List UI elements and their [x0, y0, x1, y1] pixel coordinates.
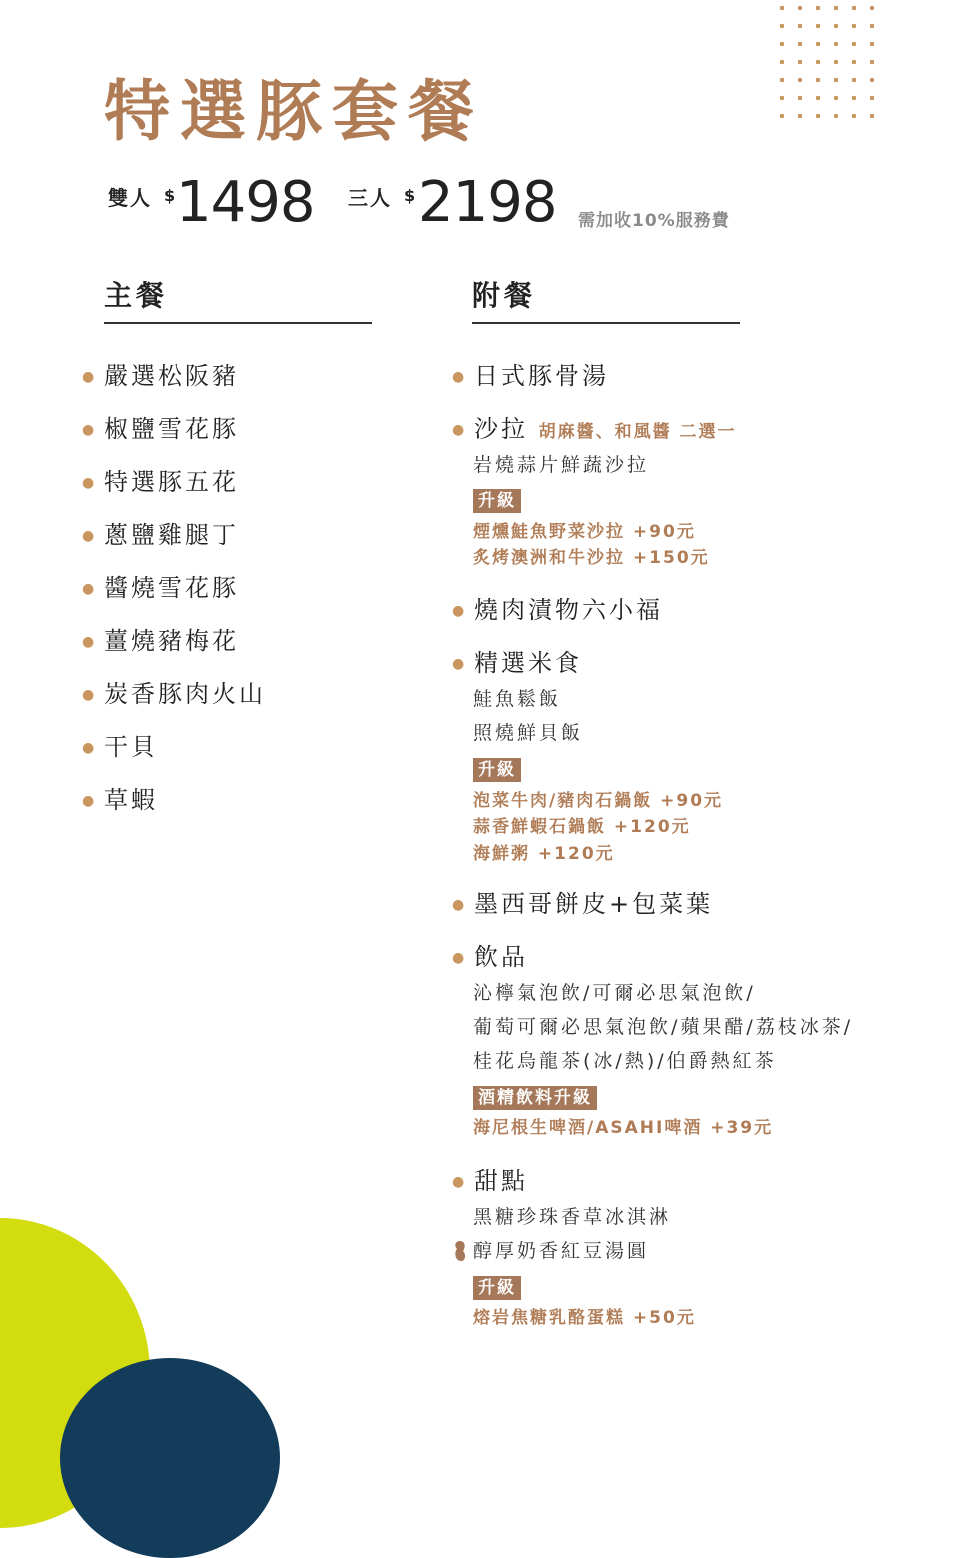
dessert-option: 醇厚奶香紅豆湯圓 — [473, 1240, 650, 1262]
bullet-icon: ● — [82, 687, 98, 703]
side-item-dessert: ● 甜點 — [452, 1164, 528, 1199]
side-item-pickles: ● 燒肉漬物六小福 — [452, 593, 663, 628]
main-item: ● 嚴選松阪豬 — [82, 359, 239, 394]
bullet-icon: ● — [452, 656, 468, 672]
bullet-icon: ● — [452, 369, 468, 385]
side-item-salad: ● 沙拉 胡麻醬、和風醬 二選一 — [452, 412, 737, 449]
triple-currency: $ — [404, 186, 416, 205]
rice-option: 鮭魚鬆飯 — [473, 688, 562, 710]
side-item-soup: ● 日式豚骨湯 — [452, 359, 609, 394]
bullet-icon: ● — [82, 581, 98, 597]
salad-base: 岩燒蒜片鮮蔬沙拉 — [473, 454, 650, 476]
upgrade-tag: 升級 — [473, 489, 521, 513]
decorative-navy-circle — [60, 1358, 280, 1558]
salad-upgrade: 煙燻鮭魚野菜沙拉 +90元 — [473, 522, 696, 542]
bullet-icon: ● — [452, 422, 468, 438]
dessert-option: 黑糖珍珠香草冰淇淋 — [473, 1206, 672, 1228]
bullet-icon: ● — [452, 1174, 468, 1190]
bullet-icon: ● — [452, 603, 468, 619]
alcohol-upgrade-tag: 酒精飲料升級 — [473, 1086, 597, 1110]
decorative-dot-grid — [780, 6, 888, 132]
main-item: ● 草蝦 — [82, 783, 158, 818]
double-price: 1498 — [176, 170, 315, 235]
rice-upgrade: 蒜香鮮蝦石鍋飯 +120元 — [473, 817, 691, 837]
side-item-drinks: ● 飲品 — [452, 940, 528, 975]
double-currency: $ — [164, 186, 176, 205]
drink-upgrade: 海尼根生啤酒/ASAHI啤酒 +39元 — [473, 1118, 774, 1138]
main-item: ● 干貝 — [82, 730, 158, 765]
drink-options-line: 葡萄可爾必思氣泡飲/蘋果醋/荔枝冰茶/ — [473, 1016, 854, 1038]
drink-options-line: 沁檸氣泡飲/可爾必思氣泡飲/ — [473, 982, 756, 1004]
page-title: 特選豚套餐 — [104, 73, 484, 150]
side-item-wrap: ● 墨西哥餅皮+包菜葉 — [452, 887, 713, 922]
main-item: ● 炭香豚肉火山 — [82, 677, 266, 712]
main-item: ● 特選豚五花 — [82, 465, 239, 500]
bullet-icon: ● — [452, 897, 468, 913]
peanut-icon — [452, 1240, 468, 1262]
salad-dressing-note: 胡麻醬、和風醬 二選一 — [538, 422, 737, 442]
bullet-icon: ● — [82, 634, 98, 650]
side-item-rice: ● 精選米食 — [452, 646, 582, 681]
service-charge-note: 需加收10%服務費 — [578, 211, 730, 231]
rice-upgrade: 海鮮粥 +120元 — [473, 844, 615, 864]
bullet-icon: ● — [82, 528, 98, 544]
triple-label: 三人 — [348, 186, 392, 210]
rice-option: 照燒鮮貝飯 — [473, 722, 584, 744]
salad-upgrade: 炙烤澳洲和牛沙拉 +150元 — [473, 548, 710, 568]
bullet-icon: ● — [452, 950, 468, 966]
double-label: 雙人 — [108, 186, 152, 210]
main-item: ● 薑燒豬梅花 — [82, 624, 239, 659]
main-course-heading: 主餐 — [104, 278, 372, 324]
side-dish-heading: 附餐 — [472, 278, 740, 324]
bullet-icon: ● — [82, 793, 98, 809]
main-item: ● 蔥鹽雞腿丁 — [82, 518, 239, 553]
rice-upgrade: 泡菜牛肉/豬肉石鍋飯 +90元 — [473, 791, 724, 811]
dessert-upgrade: 熔岩焦糖乳酪蛋糕 +50元 — [473, 1308, 696, 1328]
bullet-icon: ● — [82, 369, 98, 385]
main-item: ● 椒鹽雪花豚 — [82, 412, 239, 447]
bullet-icon: ● — [82, 475, 98, 491]
triple-price: 2198 — [418, 170, 557, 235]
upgrade-tag: 升級 — [473, 1276, 521, 1300]
bullet-icon: ● — [82, 422, 98, 438]
drink-options-line: 桂花烏龍茶(冰/熱)/伯爵熱紅茶 — [473, 1050, 777, 1072]
upgrade-tag: 升級 — [473, 758, 521, 782]
main-item: ● 醬燒雪花豚 — [82, 571, 239, 606]
bullet-icon: ● — [82, 740, 98, 756]
pricing-row — [108, 170, 868, 240]
